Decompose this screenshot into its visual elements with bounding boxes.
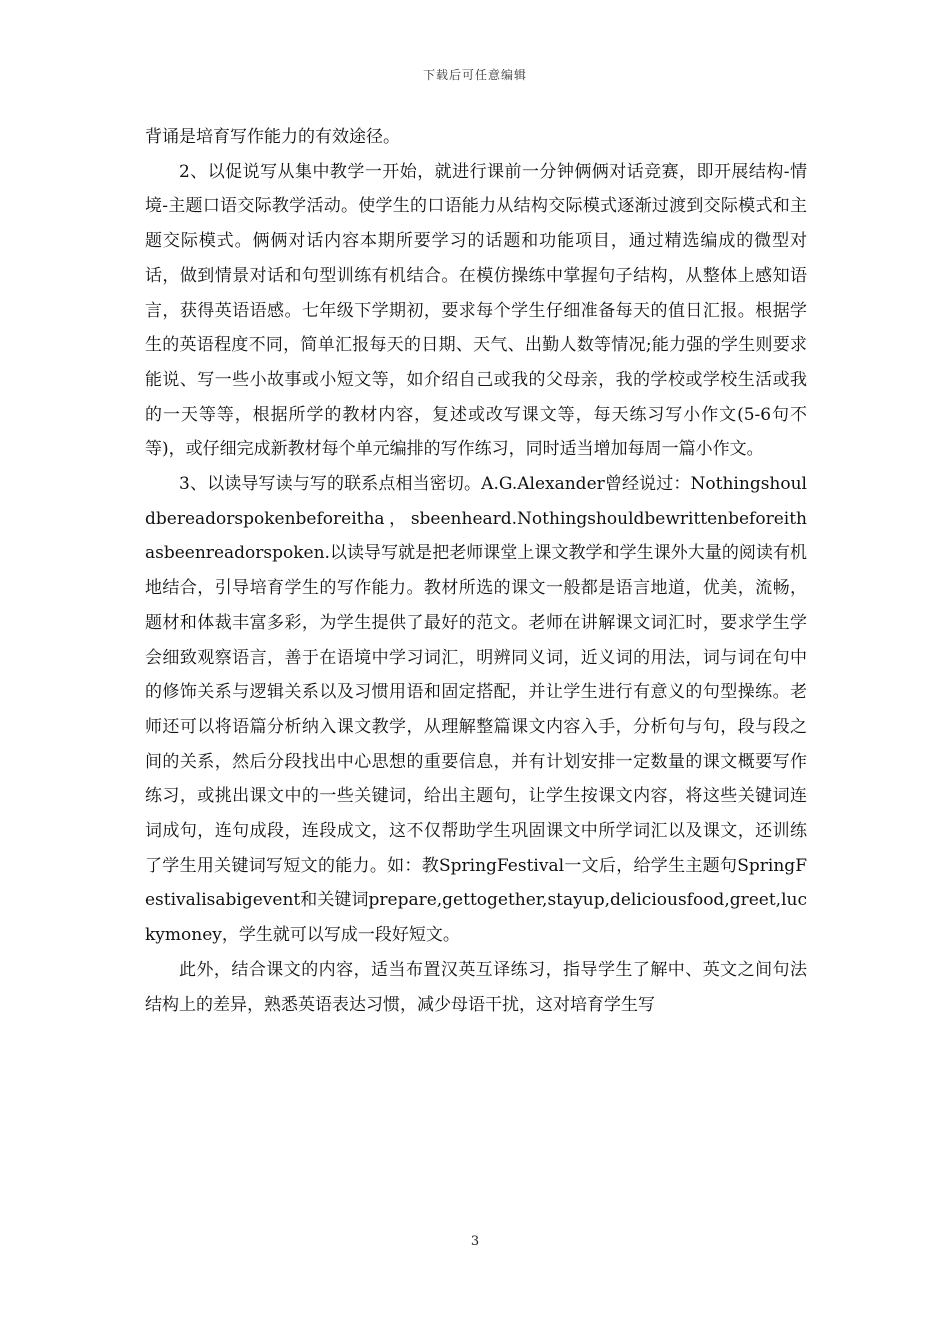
paragraph-reading-to-writing: 3、以读导写读与写的联系点相当密切。A.G.Alexander曾经说过：Nothingshouldbereadorspokenbeforeitha，sbeenheard.Nothingshouldbewrittenbeforeithasbeenreadorspoken.以读导写就是把老师课堂上课文教学和学生课外大量的阅读有机地结合，引导培育学生的写作能力。教材所选的课文一般都是语言地道，优美，流畅，题材和体裁丰富多彩，为学生提供了最好的范文。老师在讲解课文词汇时，要求学生学会细致观察语言，善于在语境中学习词汇，明辨同义词，近义词的用法，词与词在句中的修饰关系与逻辑关系以及习惯用语和固定搭配，并让学生进行有意义的句型操练。老师还可以将语篇分析纳入课文教学，从理解整篇课文内容入手，分析句与句，段与段之间的关系，然后分段找出中心思想的重要信息，并有计划安排一定数量的课文概要写作练习，或挑出课文中的一些关键词，给出主题句，让学生按课文内容，将这些关键词连词成句，连句成段，连段成文，这不仅帮助学生巩固课文中所学词汇以及课文，还训练了学生用关键词写短文的能力。如：教SpringFestival一文后，给学生主题句SpringFestivalisabigevent和关键词prepare,gettogether,stayup,deliciousfood,greet,luckymoney，学生就可以写成一段好短文。: [145, 474, 807, 946]
paragraph-recitation: 背诵是培育写作能力的有效途径。: [145, 127, 400, 147]
page-number: 3: [470, 1234, 480, 1249]
paragraph-translation-practice: 此外，结合课文的内容，适当布置汉英互译练习，指导学生了解中、英文之间句法结构上的差异，熟悉英语表达习惯，减少母语干扰，这对培育学生写: [145, 959, 807, 1015]
document-body: [145, 120, 807, 1022]
page-header: 下载后可任意编辑: [422, 68, 527, 82]
paragraph-speaking-to-writing: 2、以促说写从集中教学一开始，就进行课前一分钟俩俩对话竞赛，即开展结构-情境-主题口语交际教学活动。使学生的口语能力从结构交际模式逐渐过渡到交际模式和主题交际模式。俩俩对话内容本期所要学习的话题和功能项目，通过精选编成的微型对话，做到情景对话和句型训练有机结合。在模仿操练中掌握句子结构，从整体上感知语言，获得英语语感。七年级下学期初，要求每个学生仔细准备每天的值日汇报。根据学生的英语程度不同，简单汇报每天的日期、天气、出勤人数等情况;能力强的学生则要求能说、写一些小故事或小短文等，如介绍自己或我的父母亲，我的学校或学校生活或我的一天等等，根据所学的教材内容，复述或改写课文等，每天练习写小作文(5-6句不等)，或仔细完成新教材每个单元编排的写作练习，同时适当增加每周一篇小作文。: [145, 161, 807, 460]
